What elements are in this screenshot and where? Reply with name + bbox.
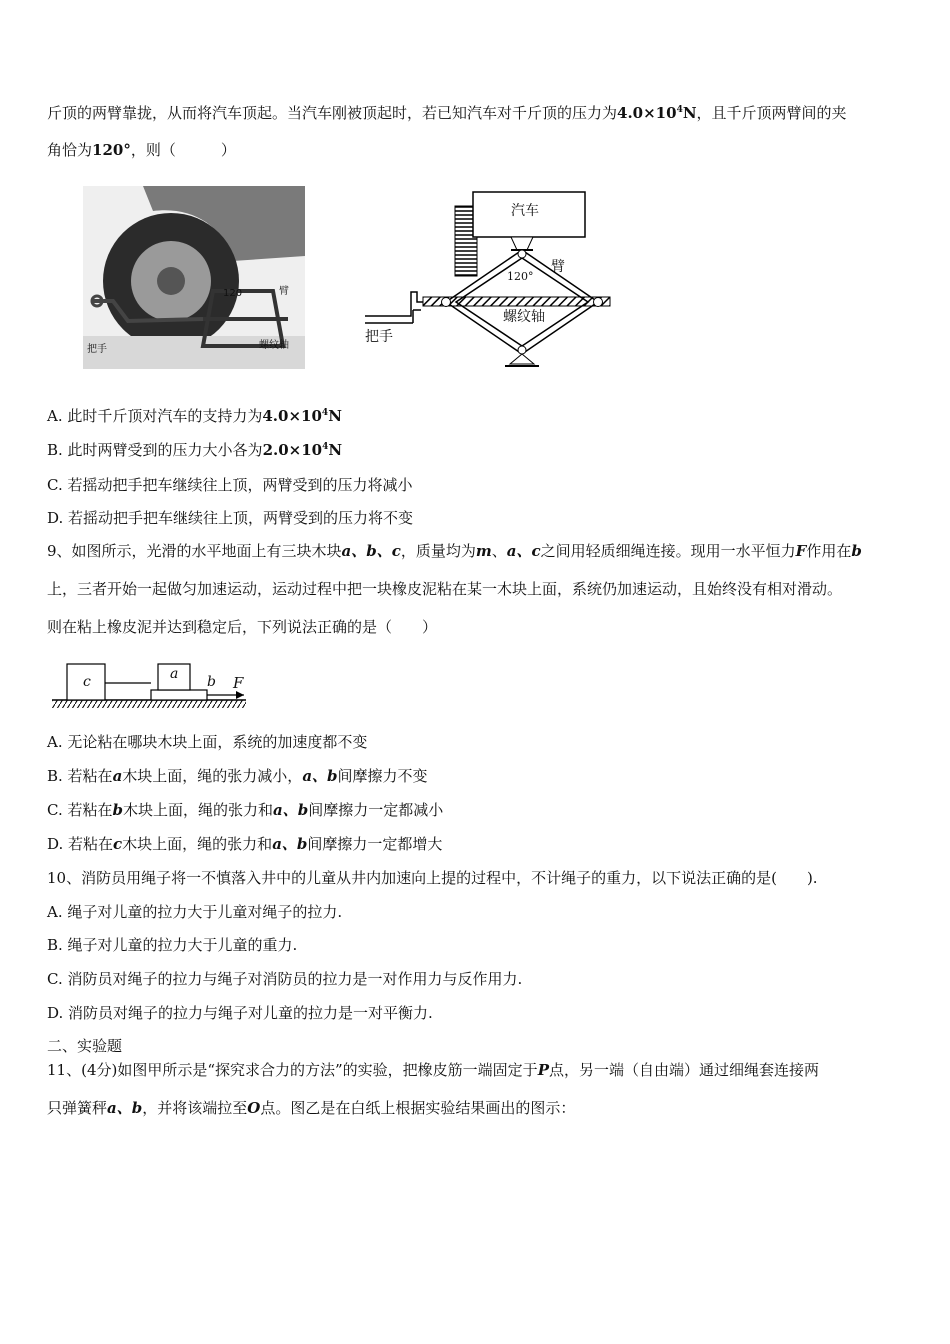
- force-f-label: F: [233, 674, 244, 692]
- q8-stem-line1: 斤顶的两臂靠拢，从而将汽车顶起。当汽车刚被顶起时，若已知汽车对千斤顶的压力为$4.0\times 10^4N$，且千斤顶两臂间的夹: [47, 104, 847, 122]
- jack-photo: [83, 186, 305, 369]
- q8-option-b: B. 此时两臂受到的压力大小各为$2.0\times 10^4N$: [47, 441, 343, 459]
- q8-option-c: C. 若摇动把手把车继续往上顶，两臂受到的压力将减小: [47, 476, 413, 494]
- q9-option-d: D. 若粘在c木块上面，绳的张力和a、b间摩擦力一定都增大: [47, 835, 443, 853]
- q9-stem-line1: 9、如图所示，光滑的水平地面上有三块木块a、b、c，质量均为m、a、c之间用轻质细绳连接。现用一水平恒力F作用在b: [47, 542, 862, 560]
- q8-option-d: D. 若摇动把手把车继续往上顶，两臂受到的压力将不变: [47, 509, 414, 527]
- q11-stem-line2: 只弹簧秤a、b，并将该端拉至O点。图乙是在白纸上根据实验结果画出的图示：: [47, 1099, 576, 1117]
- section-heading: 二、实验题: [47, 1037, 123, 1055]
- diagram-screw-label: 螺纹轴: [503, 309, 545, 325]
- photo-arm-label: 臂: [279, 286, 289, 297]
- diagram-car-label: 汽车: [511, 203, 539, 219]
- jack-diagram: [355, 186, 625, 371]
- blocks-figure-drawing: [50, 656, 250, 712]
- blocks-figure: [50, 656, 250, 712]
- block-b-label: b: [207, 674, 216, 690]
- q8-stem-line2: 角恰为120°，则（ ）: [47, 141, 236, 159]
- q10-option-c: C. 消防员对绳子的拉力与绳子对消防员的拉力是一对作用力与反作用力.: [47, 970, 523, 988]
- q9-option-c: C. 若粘在b木块上面，绳的张力和a、b间摩擦力一定都减小: [47, 801, 444, 819]
- photo-handle-label: 把手: [87, 344, 107, 355]
- diagram-arm-label: 臂: [551, 259, 565, 275]
- q9-stem-line3: 则在粘上橡皮泥并达到稳定后，下列说法正确的是（ ）: [47, 618, 438, 636]
- block-c-label: c: [83, 674, 91, 690]
- diagram-angle-label: 120°: [507, 270, 534, 283]
- q10-option-d: D. 消防员对绳子的拉力与绳子对儿童的拉力是一对平衡力.: [47, 1004, 433, 1022]
- q8-option-a: A. 此时千斤顶对汽车的支持力为$4.0\times 10^4N$: [47, 407, 342, 425]
- q10-option-b: B. 绳子对儿童的拉力大于儿童的重力.: [47, 936, 298, 954]
- q10-stem: 10、消防员用绳子将一不慎落入井中的儿童从井内加速向上提的过程中，不计绳子的重力，以下说法正确的是( ).: [47, 869, 818, 887]
- q9-stem-line2: 上，三者开始一起做匀加速运动，运动过程中把一块橡皮泥粘在某一木块上面，系统仍加速运动，且始终没有相对滑动。: [47, 580, 843, 598]
- q9-option-a: A. 无论粘在哪块木块上面，系统的加速度都不变: [47, 733, 368, 751]
- block-a-label: a: [170, 666, 179, 682]
- photo-angle-label: 120: [223, 288, 243, 299]
- q10-option-a: A. 绳子对儿童的拉力大于儿童对绳子的拉力.: [47, 903, 343, 921]
- q11-stem-line1: 11、(4分)如图甲所示是“探究求合力的方法”的实验，把橡皮筋一端固定于P点，另一端（自由端）通过细绳套连接两: [47, 1061, 819, 1079]
- diagram-handle-label: 把手: [365, 329, 393, 345]
- q9-option-b: B. 若粘在a木块上面，绳的张力减小，a、b间摩擦力不变: [47, 767, 428, 785]
- jack-diagram-drawing: [355, 186, 625, 371]
- photo-screw-label: 螺纹轴: [259, 340, 289, 351]
